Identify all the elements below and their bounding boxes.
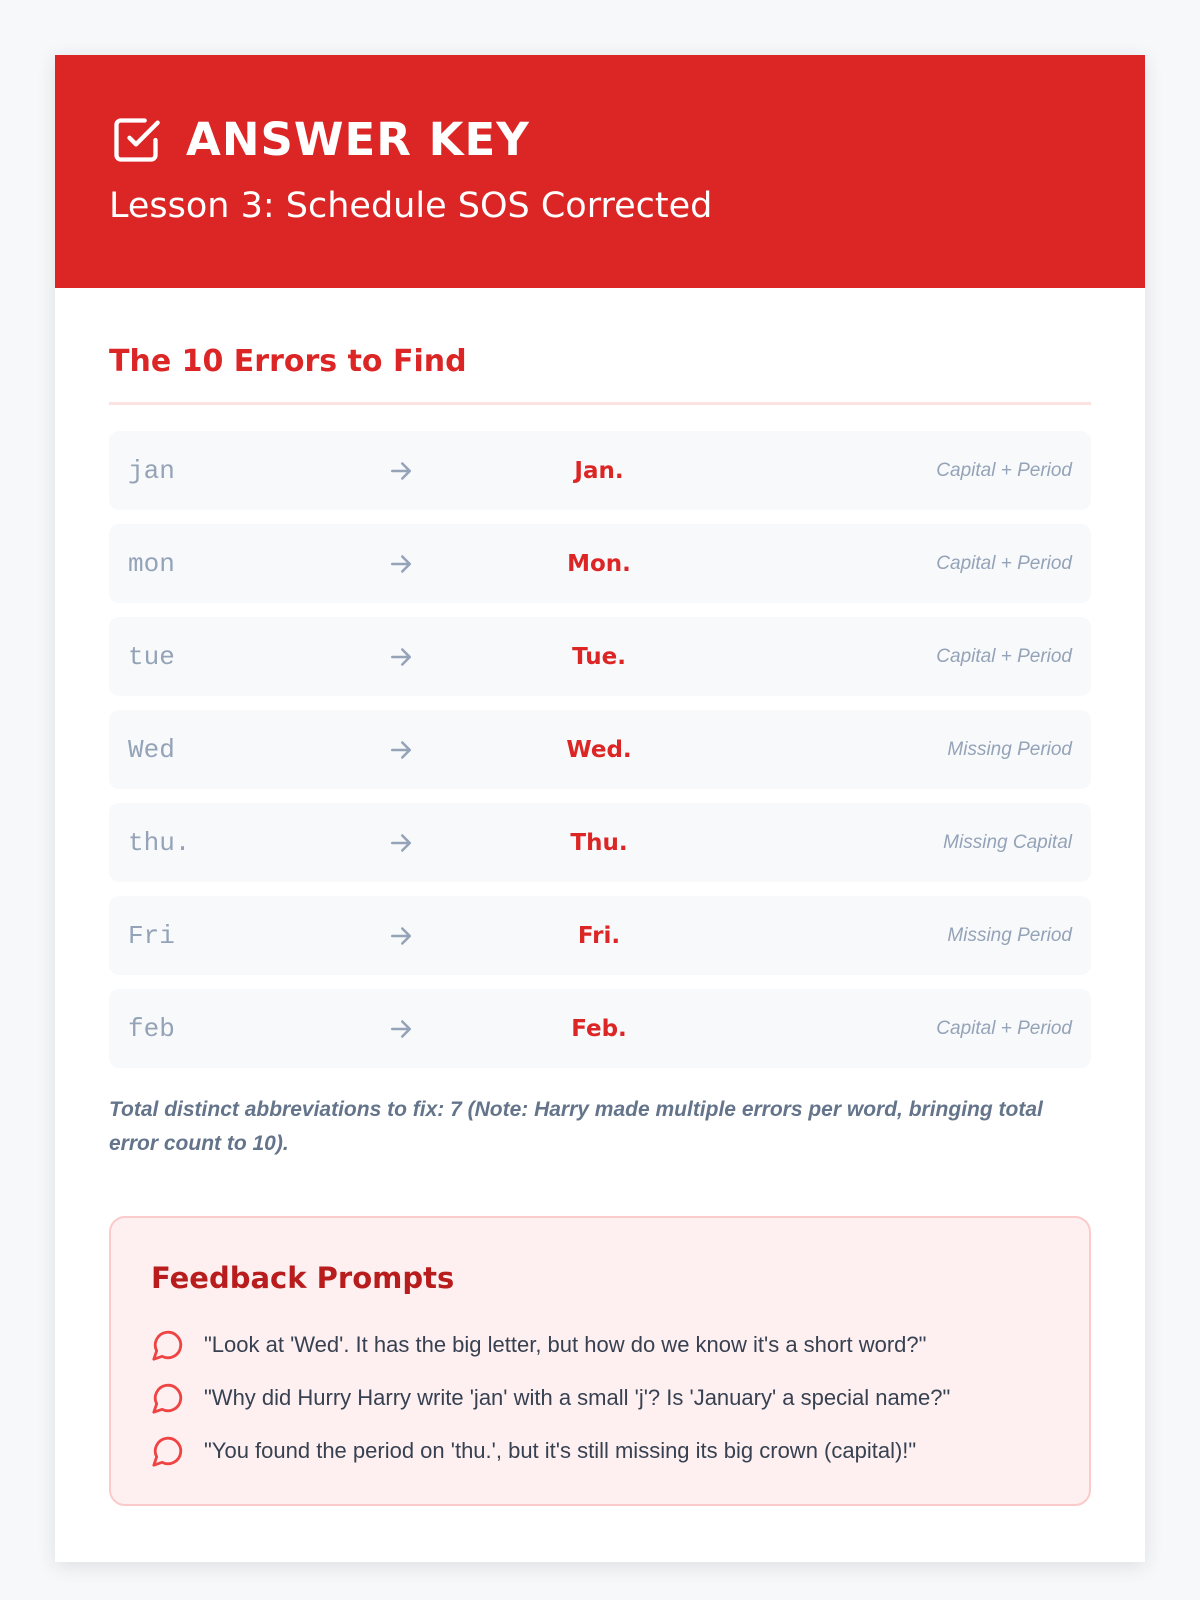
feedback-prompt-text: "You found the period on 'thu.', but it's still missing its big crown (capital)!" — [204, 1437, 917, 1463]
error-type-note: Missing Period — [947, 738, 1072, 760]
speech-bubble-icon — [151, 1328, 185, 1362]
wrong-abbreviation: Fri — [128, 920, 175, 951]
header — [55, 55, 1145, 288]
error-type-note: Capital + Period — [936, 459, 1072, 481]
correction-row — [109, 524, 1091, 603]
feedback-title: Feedback Prompts — [151, 1261, 455, 1295]
feedback-prompt-text: "Why did Hurry Harry write 'jan' with a small 'j'? Is 'January' a special name?" — [204, 1384, 951, 1410]
arrow-right-icon — [386, 921, 426, 951]
arrow-right-icon — [386, 735, 426, 765]
arrow-right-icon — [386, 549, 426, 579]
wrong-abbreviation: thu. — [128, 827, 191, 858]
arrow-right-icon — [386, 456, 426, 486]
error-type-note: Missing Period — [947, 924, 1072, 946]
error-type-note: Missing Capital — [943, 831, 1072, 853]
wrong-abbreviation: mon — [128, 548, 175, 579]
feedback-prompt-text: "Look at 'Wed'. It has the big letter, but how do we know it's a short word?" — [204, 1331, 927, 1357]
correction-row — [109, 803, 1091, 882]
correct-abbreviation: Thu. — [570, 829, 628, 856]
correction-row — [109, 989, 1091, 1068]
answer-key-card — [55, 55, 1145, 1562]
correct-abbreviation: Wed. — [566, 736, 632, 763]
title-row — [109, 112, 1091, 168]
speech-bubble-icon — [151, 1434, 185, 1468]
arrow-right-icon — [386, 828, 426, 858]
feedback-prompt — [151, 1424, 1049, 1477]
wrong-abbreviation: jan — [128, 455, 175, 486]
arrow-right-icon — [386, 1014, 426, 1044]
error-type-note: Capital + Period — [936, 552, 1072, 574]
correct-abbreviation: Feb. — [571, 1015, 627, 1042]
wrong-abbreviation: Wed — [128, 734, 175, 765]
correction-row — [109, 710, 1091, 789]
corrections-list — [109, 431, 1091, 1068]
correct-abbreviation: Mon. — [567, 550, 631, 577]
feedback-prompt — [151, 1371, 1049, 1424]
wrong-abbreviation: feb — [128, 1013, 175, 1044]
feedback-box — [109, 1216, 1091, 1506]
wrong-abbreviation: tue — [128, 641, 175, 672]
error-type-note: Capital + Period — [936, 1017, 1072, 1039]
main-content — [55, 288, 1145, 1506]
correct-abbreviation: Fri. — [577, 922, 621, 949]
correction-row — [109, 896, 1091, 975]
checkbox-icon — [110, 114, 162, 166]
correction-row — [109, 617, 1091, 696]
page-title: ANSWER KEY — [186, 113, 530, 166]
total-note: Total distinct abbreviations to fix: 7 (Note: Harry made multiple errors per word, bringing total error count to 10). — [109, 1098, 1043, 1155]
section-title: The 10 Errors to Find — [109, 338, 1091, 405]
correction-row — [109, 431, 1091, 510]
speech-bubble-icon — [151, 1381, 185, 1415]
correct-abbreviation: Jan. — [574, 457, 624, 484]
arrow-right-icon — [386, 642, 426, 672]
error-type-note: Capital + Period — [936, 645, 1072, 667]
page-subtitle: Lesson 3: Schedule SOS Corrected — [109, 186, 713, 226]
feedback-prompt — [151, 1318, 1049, 1371]
correct-abbreviation: Tue. — [572, 643, 626, 670]
